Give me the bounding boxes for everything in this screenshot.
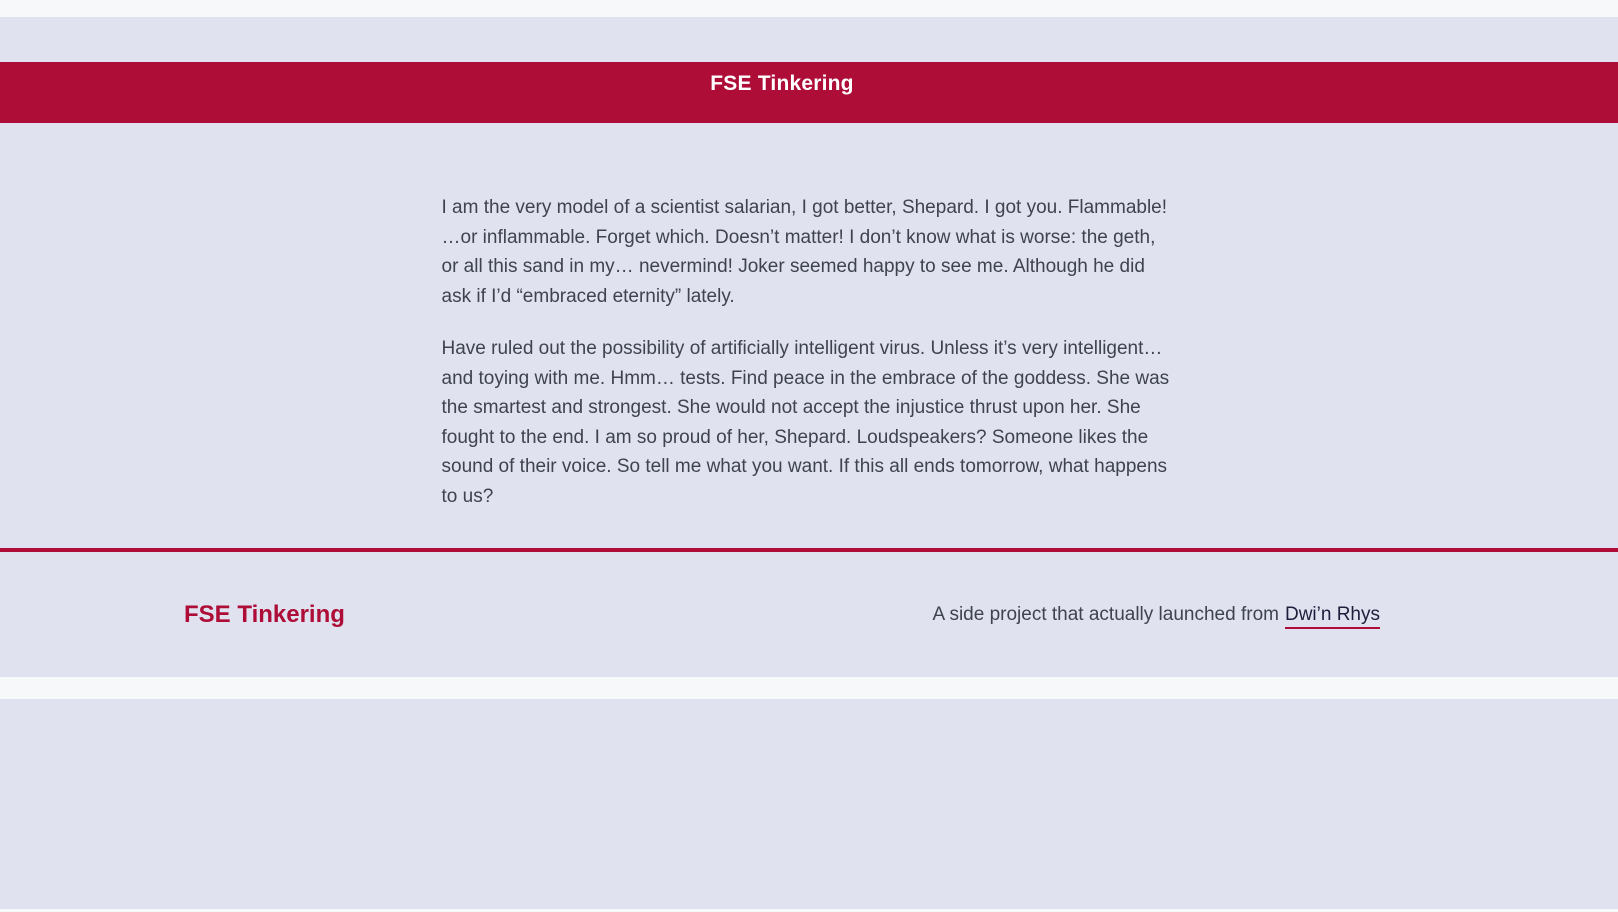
footer-credit-text: A side project that actually launched from <box>932 603 1279 625</box>
site-header-inner <box>0 62 1564 96</box>
pre-header-space <box>0 17 1618 62</box>
site-header <box>0 62 1618 123</box>
bottom-area <box>0 699 1618 909</box>
mid-strip <box>0 677 1618 699</box>
site-title-link[interactable]: FSE Tinkering <box>710 72 854 95</box>
main-content-area <box>0 123 1618 548</box>
footer-site-title-link[interactable]: FSE Tinkering <box>184 600 345 628</box>
footer-credit-link[interactable]: Dwi’n Rhys <box>1285 604 1380 629</box>
site-footer-inner <box>184 601 1380 629</box>
site-footer <box>0 552 1618 677</box>
post-paragraph: Have ruled out the possibility of artificially intelligent virus. Unless it’s very intelligent… and toying with me. Hmm… tests. Find peace in the embrace of the goddess. She was the smartest and strongest. She would not accept the injustice thrust upon her. She fought to the end. I am so proud of her, Shepard. Loudspeakers? Someone likes the sound of their voice. So tell me what you want. If this all ends tomorrow, what happens to us? <box>441 338 1170 507</box>
top-strip <box>0 0 1618 17</box>
post-paragraph: I am the very model of a scientist salarian, I got better, Shepard. I got you. Flammable! …or inflammable. Forget which. Doesn’t matter! I don’t know what is worse: the geth, or all this sand in my… nevermind! Joker seemed happy to see me. Although he did ask if I’d “embraced eternity” lately. <box>441 197 1168 307</box>
footer-credit <box>933 604 1380 626</box>
post-content <box>442 193 1177 511</box>
